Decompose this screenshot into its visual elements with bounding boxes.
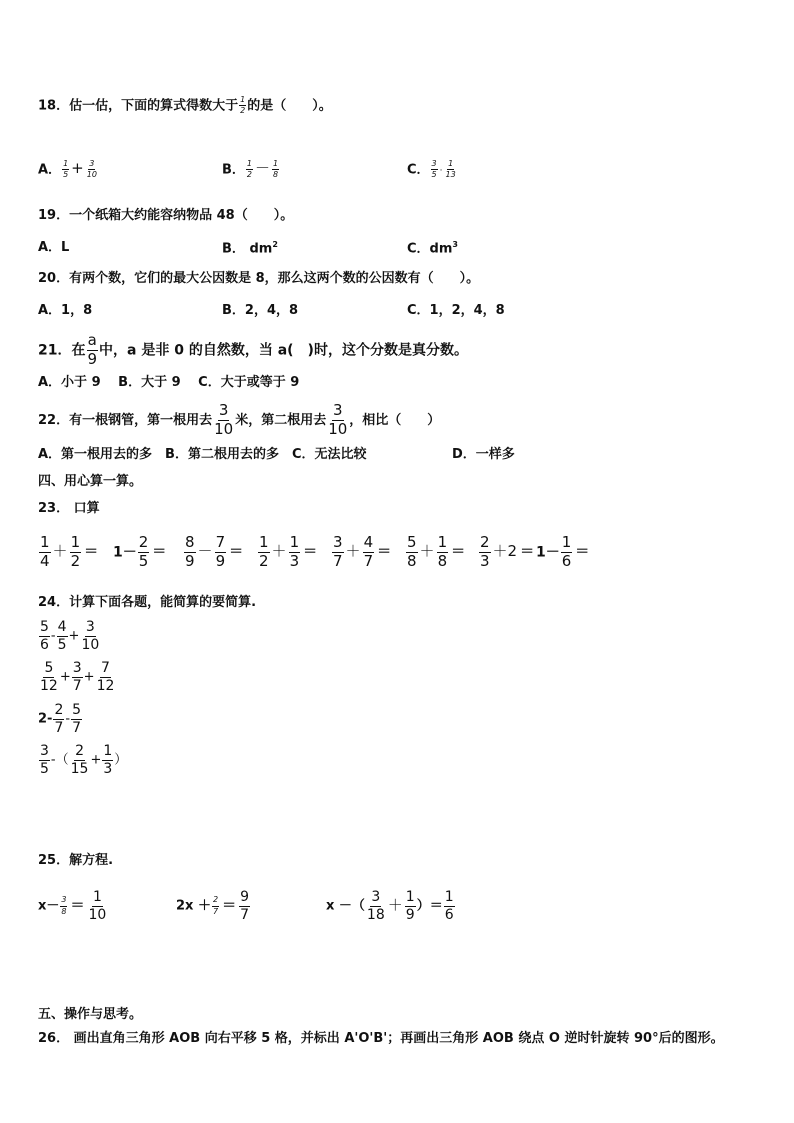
oral-calc-item: 1－ $\frac{2}{5}$ ＝ [113,533,167,570]
question-20-stem: 20．有两个数，它们的最大公因数是 8，那么这两个数的公因数有（ ）。 [38,271,480,286]
section-5-heading: 五、操作与思考。 [38,1007,143,1022]
q19-option-b[interactable]: B． $dm^2$ [222,240,278,257]
q20-option-b[interactable]: B．2，4，8 [222,303,299,318]
expression-3: 2- $\frac{2}{7}$ - $\frac{5}{7}$ [38,702,81,736]
fraction: $\frac{2}{3}$ [480,533,490,570]
question-25-title: 25．解方程. [38,853,114,868]
expression-1: $\frac{5}{6}$ - $\frac{4}{5}$ + $\frac{3}{10}$ [40,619,100,653]
question-18-stem: 18．估一估，下面的算式得数大于 $\frac{1}{2}$ 的是（ ）。 [38,95,332,116]
q18-option-a[interactable]: A． $\frac{1}{5}$ + $\frac{3}{10}$ [38,159,97,180]
oral-calc-item: $\frac{3}{7}$ ＋ $\frac{4}{7}$ ＝ [333,533,392,570]
equation-3: x －（ $\frac{3}{18}$ ＋ $\frac{1}{9}$ ）＝ $\frac{1}{6}$ [326,889,454,923]
oral-calc-item: $\frac{1}{2}$ ＋ $\frac{1}{3}$ ＝ [259,533,318,570]
fraction: $\frac{8}{9}$ [185,533,195,570]
fraction: $\frac{1}{3}$ [289,533,300,570]
question-19-stem: 19．一个纸箱大约能容纳物品 48（ ）。 [38,208,294,223]
q18-option-b[interactable]: B． $\frac{1}{2}$ － $\frac{1}{8}$ [222,159,279,180]
section-4-heading: 四、用心算一算。 [38,474,143,489]
fraction: $\frac{1}{2}$ [259,533,269,570]
fraction: $\frac{1}{2}$ [240,95,246,116]
q19-option-a[interactable]: A．L [38,240,70,255]
fraction: $\frac{7}{9}$ [215,533,226,570]
question-26-stem: 26． 画出直角三角形 AOB 向右平移 5 格，并标出 A'O'B'；再画出三角形 AOB 绕点 O 逆时针旋转 90°后的图形。 [38,1031,724,1046]
fraction: $\frac{2}{5}$ [138,533,149,570]
fraction: $\frac{4}{7}$ [363,533,374,570]
oral-calc-item: $\frac{8}{9}$ － $\frac{7}{9}$ ＝ [185,533,244,570]
fraction: $\frac{1}{4}$ [40,533,50,570]
q19-option-c[interactable]: C．$dm^3$ [407,240,458,257]
q20-option-a[interactable]: A．1，8 [38,303,93,318]
fraction: $\frac{1}{2}$ [70,533,81,570]
fraction: $\frac{3}{7}$ [333,533,343,570]
equation-2: 2x ＋ $\frac{2}{7}$ ＝ $\frac{9}{7}$ [176,889,249,923]
oral-calculation-row [38,535,758,575]
oral-calc-item: $\frac{1}{4}$ ＋ $\frac{1}{2}$ ＝ [40,533,99,570]
q18-option-c[interactable]: C． $\frac{3}{5}$ · $\frac{1}{13}$ [407,159,456,180]
oral-calc-item: $\frac{2}{3}$ ＋2 ＝ [480,533,535,570]
question-22-stem: 22．有一根钢管，第一根用去 $\frac{3}{10}$ 米，第二根用去 $\frac{3}{10}$ ，相比（ ） [38,401,441,438]
fraction: $\frac{1}{8}$ [437,533,448,570]
oral-calc-item: 1－ $\frac{1}{6}$ ＝ [536,533,590,570]
expression-4: $\frac{3}{5}$ -（ $\frac{2}{15}$ + $\frac{1}{3}$ ） [40,743,128,777]
oral-calc-item: $\frac{5}{8}$ ＋ $\frac{1}{8}$ ＝ [407,533,466,570]
question-21-stem: 21．在 $\frac{a}{9}$ 中，a 是非 0 的自然数，当 a( )时，这个分数是真分数。 [38,331,468,368]
equation-1: x－ $\frac{3}{8}$ ＝ $\frac{1}{10}$ [38,889,107,923]
q22-options-abc[interactable]: A．第一根用去的多 B．第二根用去的多 C．无法比较 [38,447,367,462]
fraction: $\frac{5}{8}$ [407,533,417,570]
question-23-title: 23． 口算 [38,501,100,516]
expression-2: $\frac{5}{12}$ + $\frac{3}{7}$ + $\frac{7}{12}$ [40,660,115,694]
q22-option-d[interactable]: D．一样多 [452,447,515,462]
q21-options[interactable]: A．小于 9 B．大于 9 C．大于或等于 9 [38,375,300,390]
q20-option-c[interactable]: C．1，2，4，8 [407,303,505,318]
question-24-title: 24．计算下面各题，能简算的要简算. [38,595,257,610]
fraction: $\frac{1}{6}$ [561,533,572,570]
